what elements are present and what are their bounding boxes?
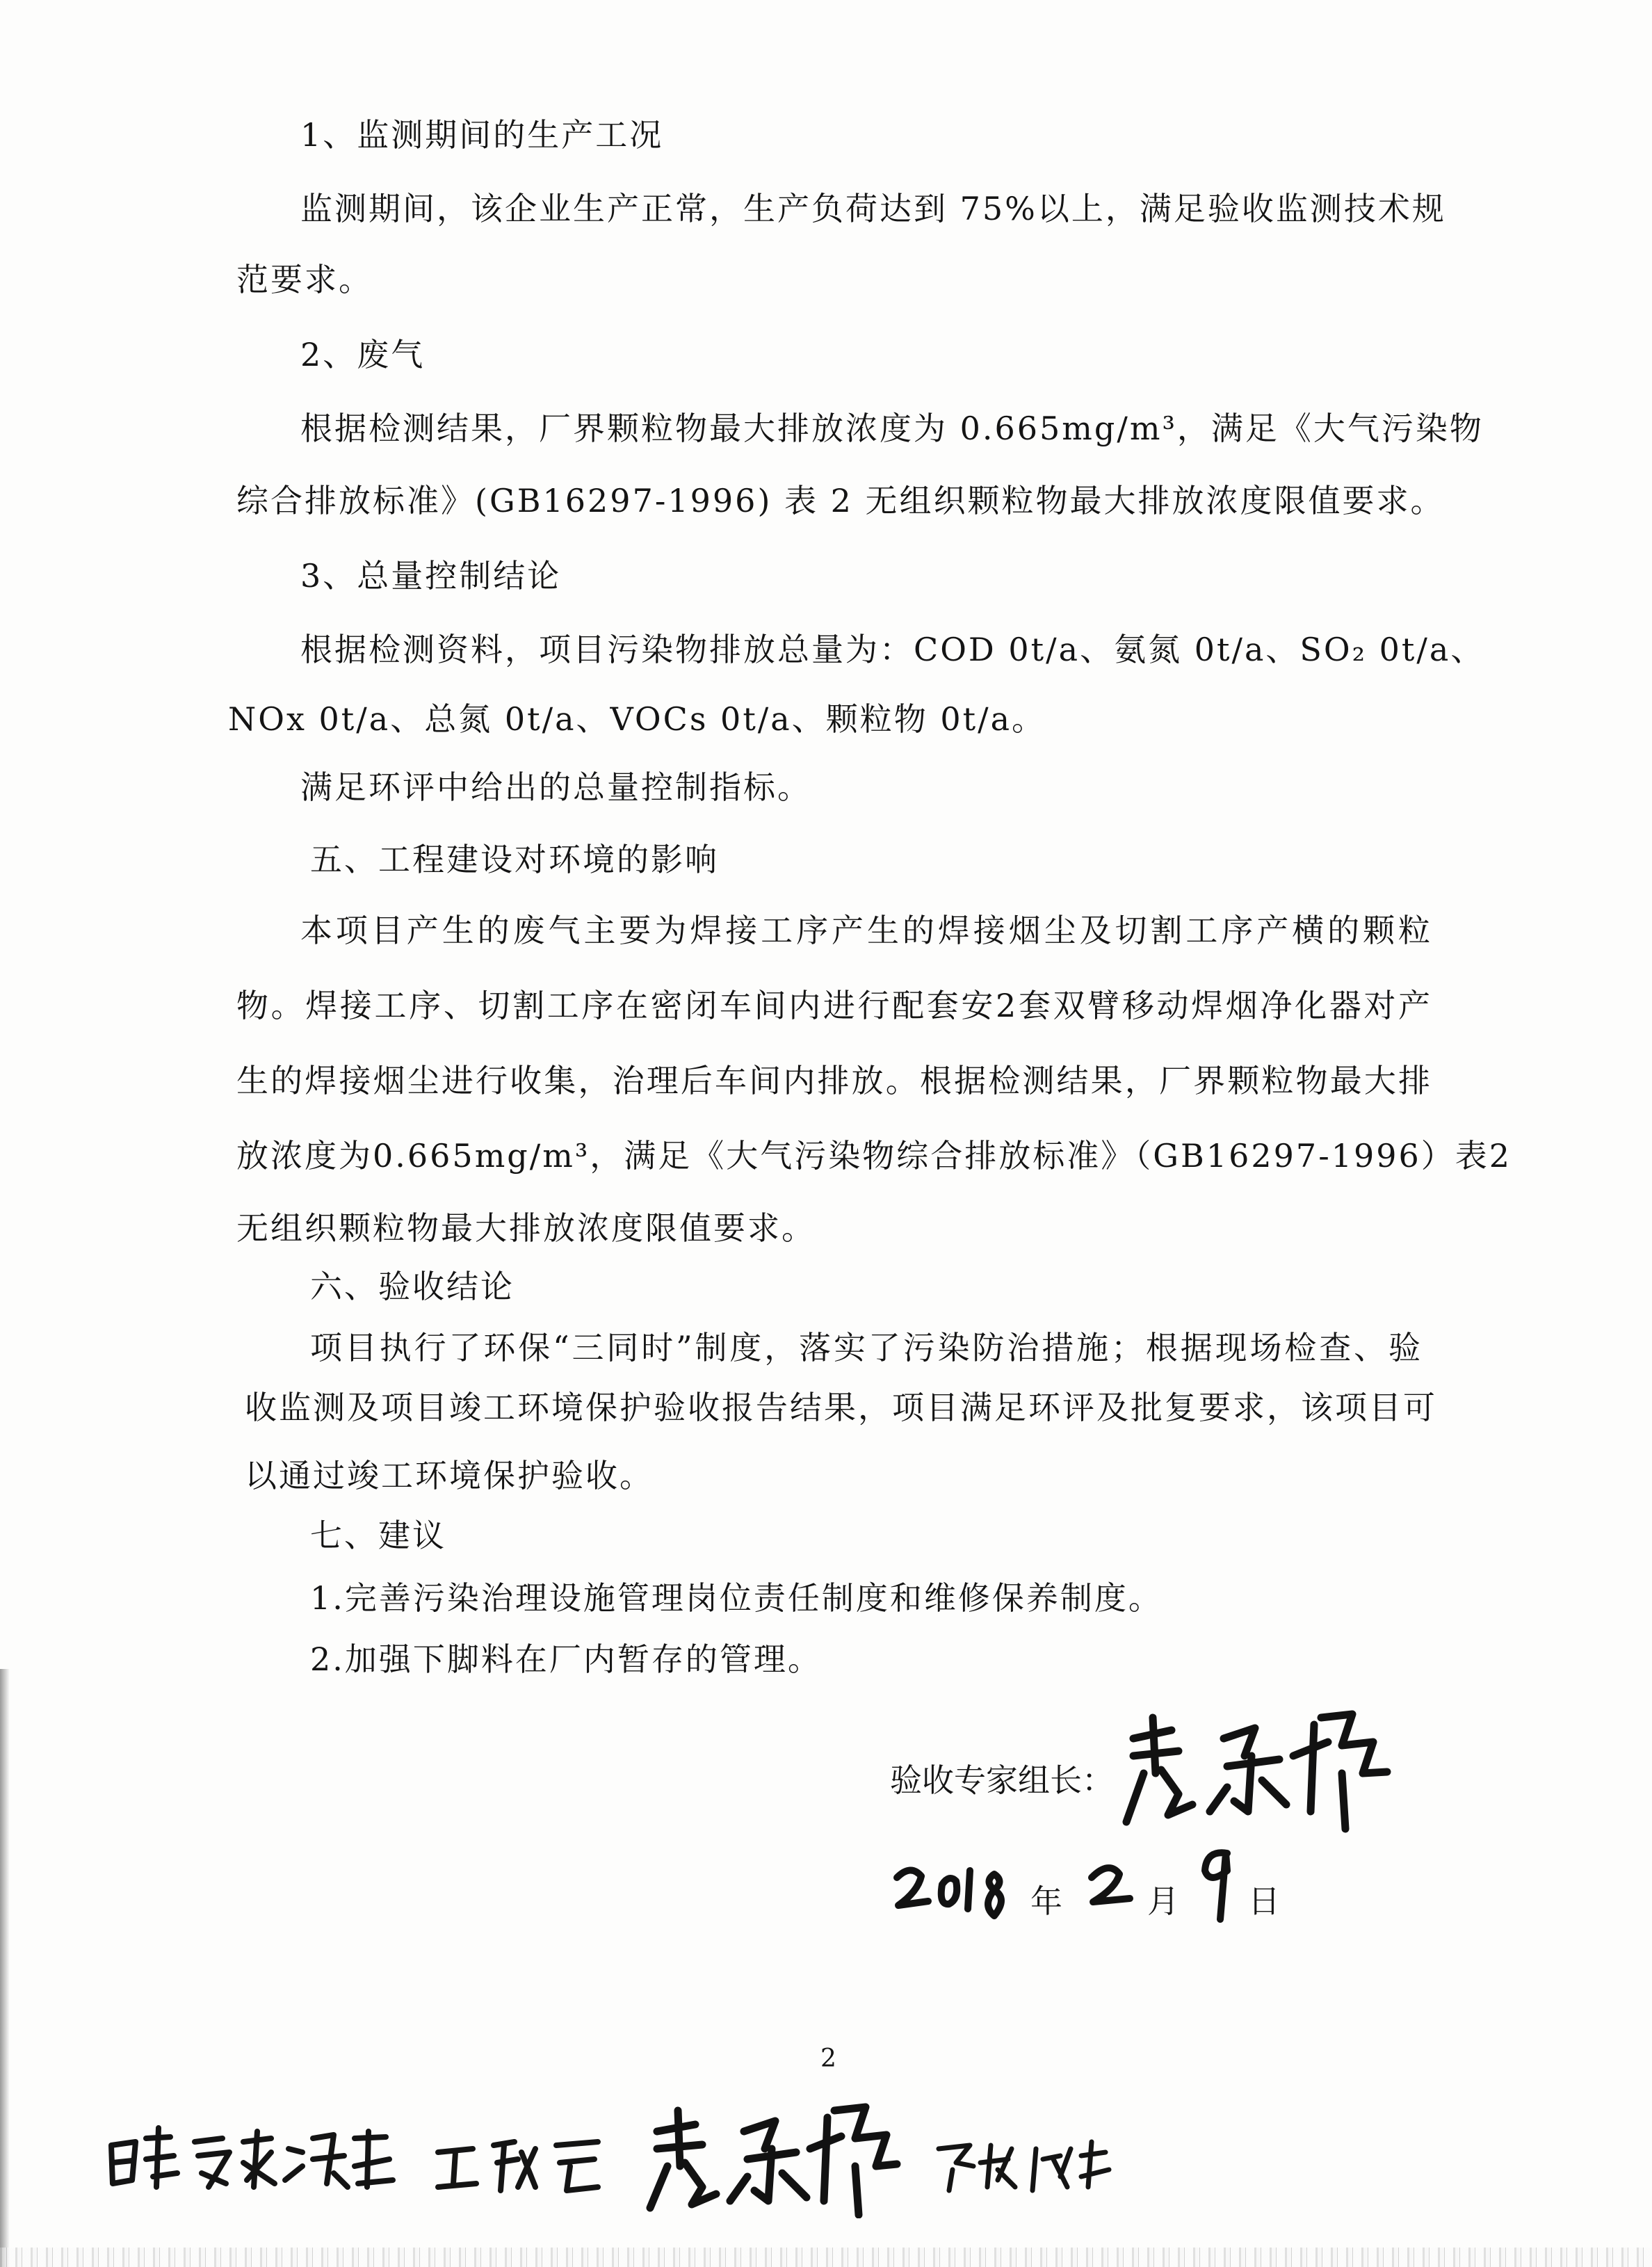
section-5-paragraph-line-5: 无组织颗粒物最大排放浓度限值要求。 [236, 1209, 816, 1247]
section-6-paragraph-line-2: 收监测及项目竣工环境保护验收报告结果，项目满足环评及批复要求，该项目可 [245, 1389, 1437, 1426]
section-1-paragraph-line-2: 范要求。 [236, 261, 373, 298]
section-1-title: 1、监测期间的生产工况 [300, 116, 664, 154]
section-5-title: 五、工程建设对环境的影响 [310, 841, 719, 878]
page-number: 2 [820, 2044, 836, 2073]
handwritten-month [1085, 1857, 1140, 1912]
section-3-title: 3、总量控制结论 [300, 557, 562, 595]
section-1-paragraph-line-1: 监测期间，该企业生产正常，生产负荷达到 75%以上，满足验收监测技术规 [300, 190, 1446, 227]
section-2-paragraph-line-1: 根据检测结果，厂界颗粒物最大排放浓度为 0.665mg/m³，满足《大气污染物 [300, 410, 1484, 447]
expert-group-leader-label: 验收专家组长： [890, 1761, 1114, 1799]
section-3-paragraph-line-2: NOx 0t/a、总氮 0t/a、VOCs 0t/a、颗粒物 0t/a。 [228, 700, 1046, 738]
day-label: 日 [1248, 1882, 1280, 1920]
committee-signature-3 [640, 2086, 904, 2218]
committee-signature-2 [431, 2124, 612, 2201]
section-6-title: 六、验收结论 [310, 1268, 515, 1305]
section-7-title: 七、建议 [310, 1517, 446, 1554]
handwritten-year [890, 1850, 1015, 1926]
section-6-paragraph-line-1: 项目执行了环保“三同时”制度，落实了污染防治措施；根据现场检查、验 [310, 1329, 1423, 1366]
section-2-title: 2、废气 [300, 336, 426, 373]
leader-signature [1112, 1690, 1404, 1836]
scan-bottom-edge [0, 2248, 1652, 2267]
section-3-paragraph-line-1: 根据检测资料，项目污染物排放总量为：COD 0t/a、氨氮 0t/a、SO₂ 0t/a、 [300, 631, 1485, 668]
section-7-item-1: 1.完善污染治理设施管理岗位责任制度和维修保养制度。 [310, 1579, 1163, 1617]
committee-signature-1 [104, 2117, 403, 2201]
section-5-paragraph-line-3: 生的焊接烟尘进行收集，治理后车间内排放。根据检测结果，厂界颗粒物最大排 [236, 1062, 1432, 1099]
handwritten-day [1192, 1843, 1241, 1926]
section-7-item-2: 2.加强下脚料在厂内暂存的管理。 [310, 1640, 822, 1678]
month-label: 月 [1147, 1882, 1179, 1920]
section-3-paragraph-line-3: 满足环评中给出的总量控制指标。 [300, 768, 811, 806]
section-5-paragraph-line-1: 本项目产生的废气主要为焊接工序产生的焊接烟尘及切割工序产横的颗粒 [300, 912, 1432, 949]
section-6-paragraph-line-3: 以通过竣工环境保护验收。 [245, 1457, 654, 1494]
committee-signature-4 [932, 2128, 1112, 2197]
section-5-paragraph-line-4: 放浓度为0.665mg/m³，满足《大气污染物综合排放标准》（GB16297-1996）表2 [236, 1137, 1512, 1175]
scan-edge-shadow [0, 1669, 10, 2267]
section-2-paragraph-line-2: 综合排放标准》(GB16297-1996) 表 2 无组织颗粒物最大排放浓度限值要求。 [236, 482, 1445, 519]
section-5-paragraph-line-2: 物。焊接工序、切割工序在密闭车间内进行配套安2套双臂移动焊烟净化器对产 [236, 987, 1432, 1024]
year-label: 年 [1030, 1882, 1062, 1920]
